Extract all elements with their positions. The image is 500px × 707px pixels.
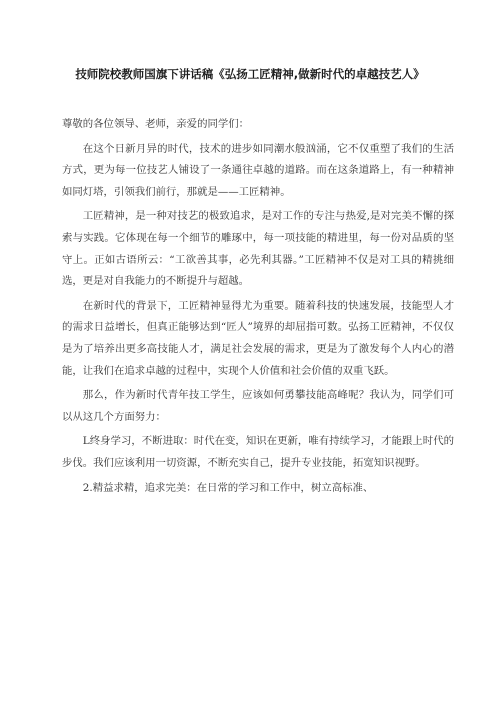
greeting: 尊敬的各位领导、老师，亲爱的同学们： [62, 118, 250, 130]
paragraph-2: 工匠精神，是一种对技艺的极致追求，是对工作的专注与热爱,是对完美不懈的探索与实践。它体现在每一个细节的雕琢中，每一项技能的精进里，每一份对品质的坚守上。正如古语所云：“工欲善其事，必先利其器。”工匠精神不仅是对工具的精挑细选，更是对自我能力的不断提升与超越。 [62, 210, 454, 288]
paragraph-3: 在新时代的背景下，工匠精神显得尤为重要。随着科技的快速发展，技能型人才的需求日益增长，但真正能够达到“匠人”境界的却屈指可数。弘扬工匠精神，不仅仅是为了培养出更多高技能人才，满足社会发展的需求，更是为了激发每个人内心的潜能，让我们在追求卓越的过程中，实现个人价值和社会价值的双重飞跃。 [62, 299, 454, 377]
paragraph-1: 在这个日新月异的时代，技术的进步如同潮水般汹涌，它不仅重塑了我们的生活方式，更为每一位技艺人铺设了一条通往卓越的道路。而在这条道路上，有一种精神如同灯塔，引领我们前行，那就是——工匠精神。 [62, 142, 454, 198]
paragraph-4: 那么，作为新时代青年技工学生，应该如何勇攀技能高峰呢？我认为，同学们可以从这几个方面努力： [62, 389, 454, 423]
paragraph-6: 2.精益求精，追求完美：在日常的学习和工作中，树立高标准、 [82, 481, 374, 494]
paragraph-5: L终身学习，不断进取：时代在变，知识在更新，唯有持续学习，才能跟上时代的步伐。我们应该利用一切资源，不断充实自己，提升专业技能，拓宽知识视野。 [62, 435, 454, 469]
page-title: 技师院校教师国旗下讲话稿《弘扬工匠精神,做新时代的卓越技艺人》 [75, 67, 425, 81]
document-body [62, 114, 454, 502]
